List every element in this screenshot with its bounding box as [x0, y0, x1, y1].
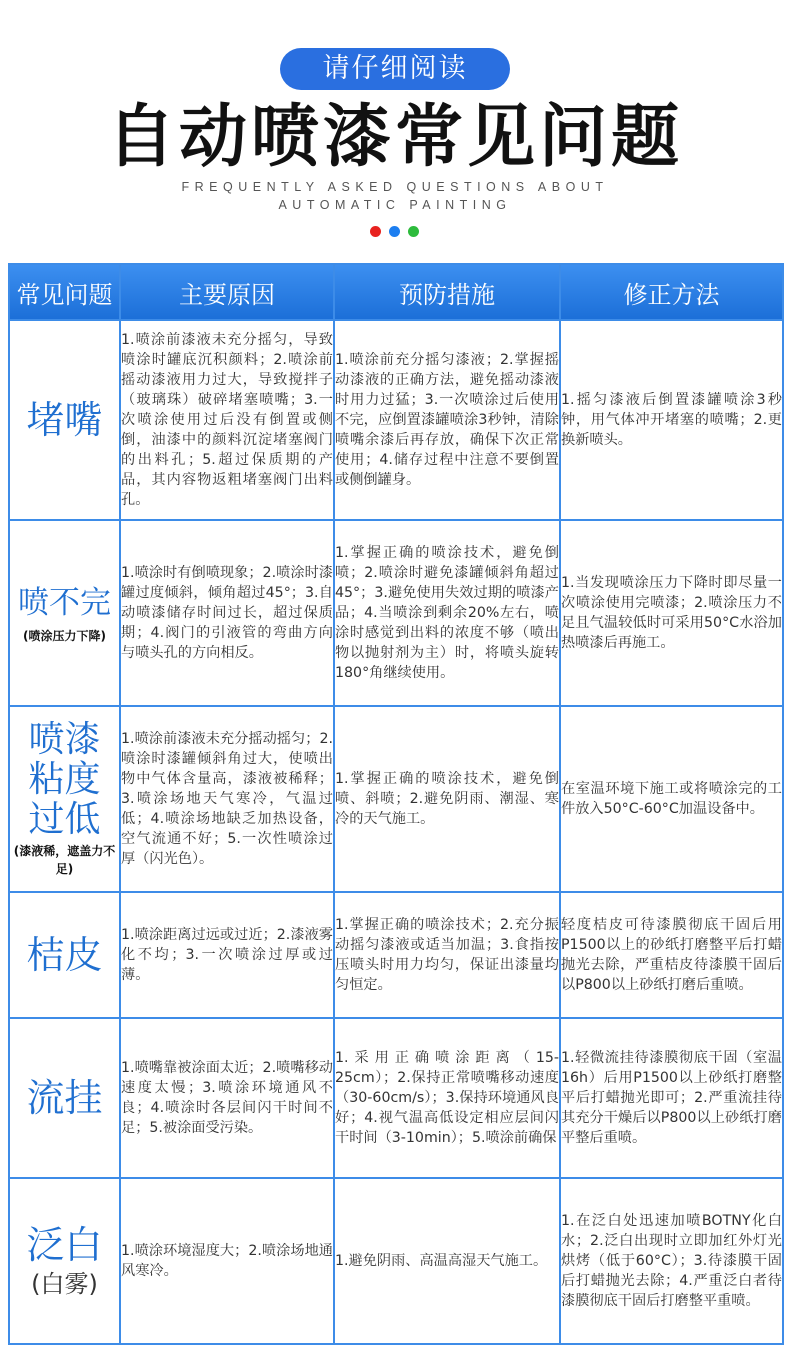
page-title: 自动喷漆常见问题 — [106, 98, 683, 177]
problem-cell — [9, 520, 120, 706]
problem-name: 流挂 — [26, 1076, 103, 1120]
subtitle-line-2: AUTOMATIC PAINTING — [278, 198, 512, 212]
table-row — [9, 1178, 783, 1344]
problem-name: 泛白 — [26, 1223, 103, 1267]
table-row — [9, 1018, 783, 1178]
cause-cell: 1.喷涂时有倒喷现象；2.喷涂时漆罐过度倾斜，倾角超过45°；3.自动喷漆储存时间过长，超过保质期；4.阀门的引液管的弯曲方向与喷头孔的方向相反。 — [120, 520, 334, 706]
prevention-cell: 1.喷涂前充分摇匀漆液；2.掌握摇动漆液的正确方法，避免摇动漆液时用力过猛；3.一次喷涂过后使用不完，应倒置漆罐喷涂3秒钟，清除喷嘴余漆后再存放，确保下次正常使用；4.储存过程中注意不要倒置或侧倒罐身。 — [334, 320, 560, 520]
prevention-cell: 1.避免阴雨、高温高湿天气施工。 — [334, 1178, 560, 1344]
table-header-row — [9, 264, 783, 320]
problem-cell — [9, 706, 120, 892]
cause-cell: 1.喷涂前漆液未充分摇动摇匀；2.喷涂时漆罐倾斜角过大，使喷出物中气体含量高，漆液被稀释；3.喷涂场地天气寒冷，气温过低；4.喷涂场地缺乏加热设备，空气流通不好；5.一次性喷涂过厚（闪光色）。 — [120, 706, 334, 892]
problem-name: 喷不完 — [18, 585, 111, 621]
header-cause: 主要原因 — [120, 264, 334, 320]
fix-cell: 在室温环境下施工或将喷涂完的工件放入50°C-60°C加温设备中。 — [560, 706, 783, 892]
cause-cell: 1.喷涂环境湿度大；2.喷涂场地通风寒冷。 — [120, 1178, 334, 1344]
header-problem: 常见问题 — [9, 264, 120, 320]
problem-name: 喷漆粘度过低 — [28, 719, 101, 840]
fix-cell: 1.摇匀漆液后倒置漆罐喷涂3秒钟，用气体冲开堵塞的喷嘴；2.更换新喷头。 — [560, 320, 783, 520]
table-row — [9, 520, 783, 706]
header-prevention: 预防措施 — [334, 264, 560, 320]
read-carefully-badge: 请仔细阅读 — [280, 48, 510, 90]
fix-cell: 1.轻微流挂待漆膜彻底干固（室温16h）后用P1500以上砂纸打磨整平后打蜡抛光即可；2.严重流挂待其充分干燥后以P800以上砂纸打磨平整后重喷。 — [560, 1018, 783, 1178]
problem-cell — [9, 892, 120, 1018]
table-row — [9, 320, 783, 520]
problem-note: (漆液稀，遮盖力不足) — [13, 844, 116, 876]
problem-note: (白雾) — [31, 1270, 98, 1298]
prevention-cell: 1.采用正确喷涂距离（15-25cm）；2.保持正常喷嘴移动速度（30-60cm/s）；3.保持环境通风良好；4.视气温高低设定相应层间闪干时间（3-10min）；5.喷涂前确保 — [334, 1018, 560, 1178]
prevention-cell: 1.掌握正确的喷涂技术，避免倒喷、斜喷；2.避免阴雨、潮湿、寒冷的天气施工。 — [334, 706, 560, 892]
cause-cell: 1.喷涂前漆液未充分摇匀，导致喷涂时罐底沉积颜料；2.喷涂前摇动漆液用力过大，导致搅拌子（玻璃珠）破碎堵塞喷嘴；3.一次喷涂使用过后没有倒置或侧倒，油漆中的颜料沉淀堵塞阀门的出料孔；5.超过保质期的产品，其内容物返粗堵塞阀门出料孔。 — [120, 320, 334, 520]
problem-cell — [9, 320, 120, 520]
problem-note: (喷涂压力下降) — [23, 629, 106, 643]
blue-dot-icon — [389, 226, 400, 237]
fix-cell: 1.当发现喷涂压力下降时即尽量一次喷涂使用完喷漆；2.喷涂压力不足且气温较低时可采用50°C水浴加热喷漆后再施工。 — [560, 520, 783, 706]
red-dot-icon — [370, 226, 381, 237]
subtitle-line-1: FREQUENTLY ASKED QUESTIONS ABOUT — [181, 180, 609, 194]
cause-cell: 1.喷涂距离过远或过近；2.漆液雾化不均；3.一次喷涂过厚或过薄。 — [120, 892, 334, 1018]
faq-table — [8, 263, 784, 1345]
header-fix: 修正方法 — [560, 264, 783, 320]
problem-name: 堵嘴 — [26, 398, 103, 442]
problem-cell — [9, 1018, 120, 1178]
problem-cell — [9, 1178, 120, 1344]
cause-cell: 1.喷嘴靠被涂面太近；2.喷嘴移动速度太慢；3.喷涂环境通风不良；4.喷涂时各层间闪干时间不足；5.被涂面受污染。 — [120, 1018, 334, 1178]
prevention-cell: 1.掌握正确的喷涂技术；2.充分振动摇匀漆液或适当加温；3.食指按压喷头时用力均匀，保证出漆量均匀恒定。 — [334, 892, 560, 1018]
table-row — [9, 892, 783, 1018]
fix-cell: 轻度桔皮可待漆膜彻底干固后用P1500以上的砂纸打磨整平后打蜡抛光去除，严重桔皮待漆膜干固后以P800以上砂纸打磨后重喷。 — [560, 892, 783, 1018]
green-dot-icon — [408, 226, 419, 237]
prevention-cell: 1.掌握正确的喷涂技术，避免倒喷；2.喷涂时避免漆罐倾斜角超过45°；3.避免使用失效过期的喷漆产品；4.当喷涂到剩余20%左右，喷涂时感觉到出料的浓度不够（喷出物以抛射剂为主）时，将喷头旋转180°角继续使用。 — [334, 520, 560, 706]
decorative-dots — [370, 226, 420, 238]
problem-name: 桔皮 — [26, 933, 103, 977]
table-row — [9, 706, 783, 892]
fix-cell: 1.在泛白处迅速加喷BOTNY化白水；2.泛白出现时立即加红外灯光烘烤（低于60°C）；3.待漆膜干固后打蜡抛光去除；4.严重泛白者待漆膜彻底干固后打磨整平重喷。 — [560, 1178, 783, 1344]
